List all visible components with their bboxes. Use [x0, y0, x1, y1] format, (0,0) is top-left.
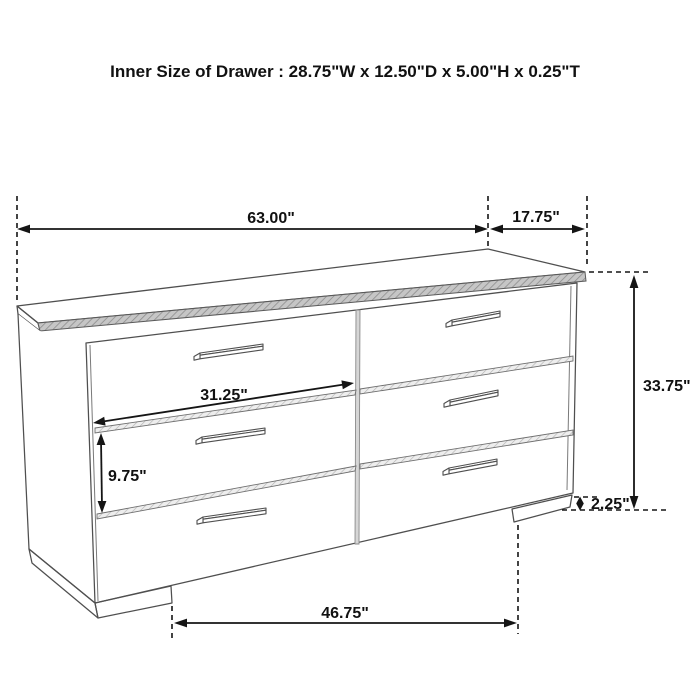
handle-middle-left: [196, 428, 265, 444]
handle-bottom-right: [443, 459, 497, 475]
dim-drawer-width-label: 31.25": [200, 387, 248, 404]
top-front-edge-band: [38, 272, 586, 331]
dim-overall-depth-label: 17.75": [512, 209, 560, 226]
left-leg-front: [95, 586, 172, 618]
drawer-column-divider: [355, 310, 360, 544]
dim-overall-depth: [490, 209, 585, 233]
drawer-gap-right-row2: [360, 430, 573, 469]
left-side-face: [18, 314, 95, 603]
dresser-top: [17, 249, 586, 331]
dim-overall-width: [17, 210, 488, 233]
front-face: [86, 283, 577, 603]
drawer-right-edge: [567, 286, 571, 490]
dim-base-span: [174, 605, 517, 627]
handle-bottom-left: [197, 508, 266, 524]
handle-top-right: [446, 311, 500, 327]
right-leg-front: [512, 495, 572, 522]
dresser-drawing: [17, 249, 586, 618]
dim-base-span-label: 46.75": [321, 605, 369, 622]
drawer-gap-right-row1: [360, 356, 573, 394]
handle-middle-right: [444, 390, 498, 407]
dim-overall-width-label: 63.00": [247, 210, 295, 227]
dim-drawer-width: [93, 380, 354, 425]
dim-overall-height-label: 33.75": [643, 378, 691, 395]
left-side-panel: [18, 314, 95, 603]
dim-base-height-label: 2.25": [591, 496, 630, 513]
handle-top-left: [194, 344, 263, 360]
dimension-annotations: [17, 196, 691, 638]
diagram-title: Inner Size of Drawer : 28.75"W x 12.50"D x 5.00"H x 0.25"T: [110, 62, 580, 81]
dim-overall-height: [630, 275, 691, 509]
dim-drawer-spacing: [97, 433, 147, 513]
dim-drawer-spacing-label: 9.75": [108, 468, 147, 485]
